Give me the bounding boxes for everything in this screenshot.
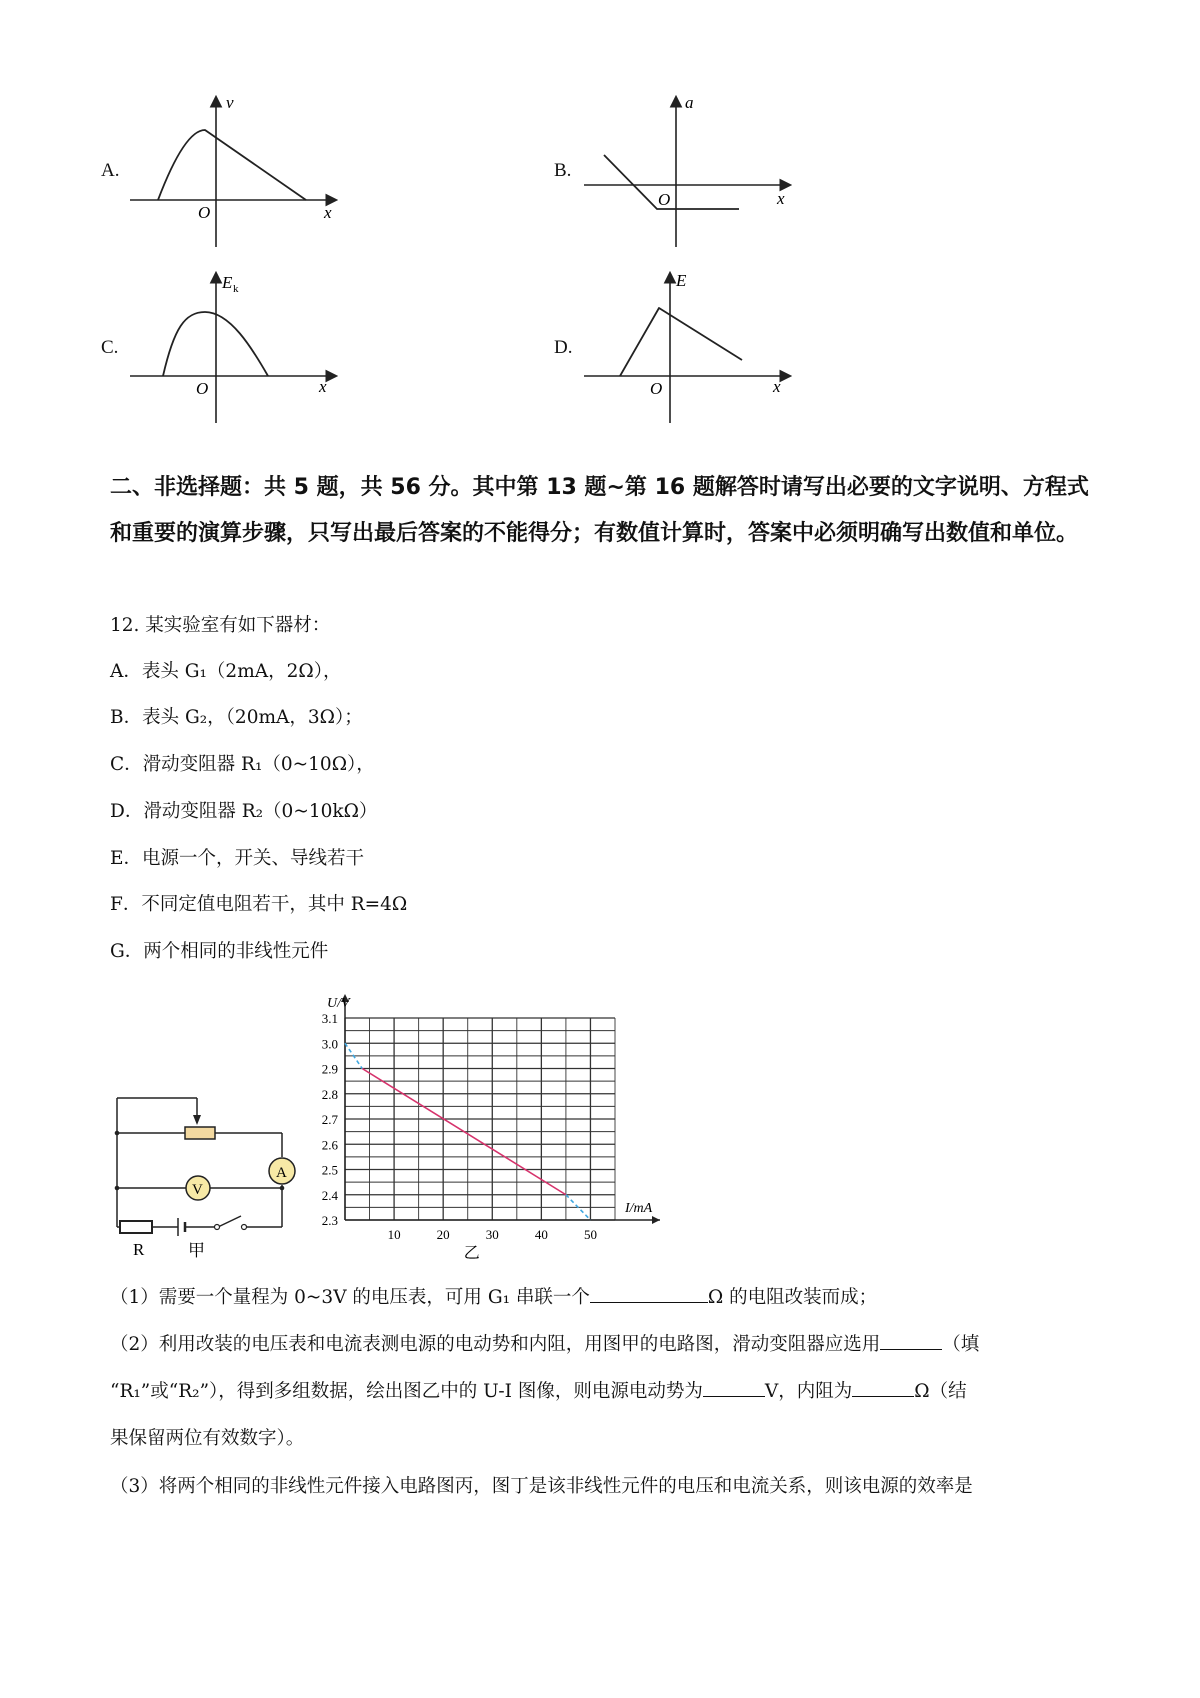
equipment-item-g: G．两个相同的非线性元件 (110, 941, 329, 962)
subquestion-1-tail: Ω 的电阻改装而成； (707, 1287, 878, 1308)
subquestion-2-line-2-text: “R₁”或“R₂”），得到多组数据，绘出图乙中的 U-I 图像，则电源电动势为 (110, 1381, 703, 1402)
y-tick-label: 2.3 (321, 1213, 338, 1228)
ammeter-label: A (276, 1165, 287, 1181)
option-c-yaxis: E (222, 273, 233, 292)
option-c-label: C. (101, 337, 119, 358)
section-heading: 二、非选择题：共 5 题，共 56 分。其中第 13 题~第 16 题解答时请写出必要的文字说明、方程式和重要的演算步骤，只写出最后答案的不能得分；有数值计算时，答案中必须明确写出数值和单位。 (110, 475, 1089, 546)
option-a-graph (130, 92, 360, 252)
equipment-item-c: C．滑动变阻器 R₁（0~10Ω）， (110, 754, 375, 775)
option-b-yaxis: a (685, 93, 694, 112)
y-tick-label: 3.1 (321, 1011, 338, 1026)
y-tick-label: 2.6 (321, 1137, 338, 1153)
resistor-label: R (133, 1240, 145, 1259)
option-d-yaxis: E (676, 271, 687, 290)
equipment-item-e: E．电源一个，开关、导线若干 (110, 848, 365, 869)
option-b-label: B. (554, 160, 572, 181)
x-axis-arrow (652, 1216, 660, 1224)
option-c-origin: O (196, 379, 209, 398)
figure-label-jia: 甲 (188, 1241, 205, 1260)
subquestion-2-tail: （填 (942, 1334, 980, 1355)
option-d-label: D. (554, 337, 573, 358)
subquestion-2-line-2-tail: Ω（结 (914, 1381, 967, 1402)
option-b-origin: O (658, 190, 671, 209)
option-c-graph (130, 268, 360, 428)
subquestion-2-line-2 (110, 1377, 1100, 1403)
chart-figure-label: 乙 (463, 1245, 480, 1262)
option-a-yaxis: v (226, 93, 234, 112)
subquestion-1-text: （1）需要一个量程为 0~3V 的电压表，可用 G₁ 串联一个 (110, 1287, 590, 1308)
answer-blank-2[interactable] (880, 1331, 942, 1350)
subquestion-2-mid: V，内阻为 (764, 1381, 853, 1402)
y-tick-label: 2.4 (321, 1187, 338, 1203)
subquestion-2-line-3: 果保留两位有效数字）。 (110, 1428, 305, 1449)
option-d-origin: O (650, 379, 663, 398)
x-tick-label: 40 (534, 1227, 548, 1242)
answer-blank-3[interactable] (703, 1378, 765, 1397)
chart-xlabel: I/mA (625, 1201, 653, 1216)
y-tick-label: 2.5 (321, 1162, 338, 1178)
equipment-item-d: D．滑动变阻器 R₂（0~10kΩ） (110, 801, 378, 822)
subquestion-3: （3）将两个相同的非线性元件接入电路图丙，图丁是该非线性元件的电压和电流关系，则该电源的效率是 (110, 1476, 973, 1497)
option-a-label: A. (101, 160, 120, 181)
answer-blank-4[interactable] (852, 1378, 914, 1397)
chart-ylabel: U/V (327, 996, 350, 1011)
option-b-xaxis: x (777, 189, 785, 208)
ui-chart (300, 990, 670, 1265)
voltmeter-label: V (192, 1182, 203, 1198)
option-d-graph (584, 268, 814, 428)
circuit-diagram (100, 1085, 300, 1265)
y-tick-label: 2.7 (321, 1112, 338, 1127)
subquestion-2-line-1 (110, 1330, 1100, 1356)
equipment-item-a: A．表头 G₁（2mA，2Ω）， (110, 661, 342, 682)
y-tick-label: 2.8 (321, 1086, 338, 1102)
answer-blank-1[interactable] (590, 1284, 708, 1303)
chart-grid (341, 994, 660, 1224)
option-b-graph (584, 92, 814, 252)
option-c-xaxis: x (319, 377, 327, 396)
x-tick-label: 10 (387, 1227, 401, 1242)
y-tick-label: 3.0 (321, 1036, 338, 1052)
option-a-origin: O (198, 203, 211, 222)
question-stem: 12. 某实验室有如下器材： (110, 615, 331, 636)
option-a-xaxis: x (324, 203, 332, 222)
y-tick-label: 2.9 (321, 1061, 338, 1077)
option-c-yaxis-sub: k (233, 283, 239, 295)
x-tick-label: 50 (583, 1227, 597, 1242)
option-d-xaxis: x (773, 377, 781, 396)
x-tick-label: 20 (436, 1227, 450, 1242)
x-tick-label: 30 (485, 1227, 499, 1242)
equipment-item-f: F．不同定值电阻若干，其中 R=4Ω (110, 894, 408, 915)
subquestion-1 (110, 1283, 1100, 1309)
subquestion-2-text: （2）利用改装的电压表和电流表测电源的电动势和内阻，用图甲的电路图，滑动变阻器应选用 (110, 1334, 881, 1355)
equipment-item-b: B．表头 G₂，（20mA，3Ω）； (110, 707, 363, 728)
